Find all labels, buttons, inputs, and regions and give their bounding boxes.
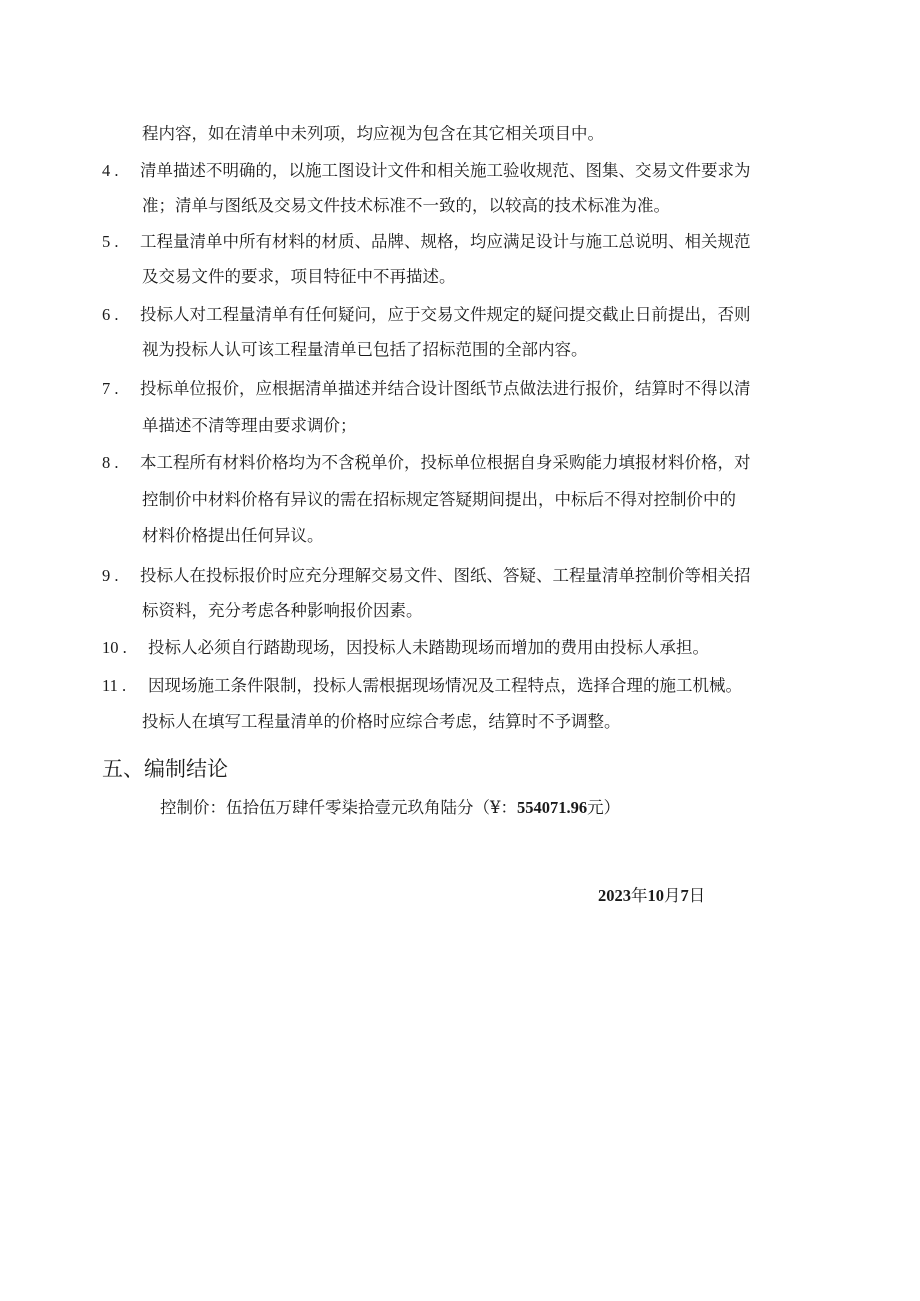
paragraph-line: 工程量清单中所有材料的材质、品牌、规格，均应满足设计与施工总说明、相关规范 [140,232,751,251]
date-year-unit: 年 [631,886,648,905]
item-number: 9 . [102,566,119,585]
date-month: 10 [647,886,664,905]
date-year: 2023 [598,886,631,905]
paragraph-line: 本工程所有材料价格均为不含税单价，投标单位根据自身采购能力填报材料价格，对 [140,453,751,472]
paragraph-line: 材料价格提出任何异议。 [142,526,324,545]
paragraph-line: 及交易文件的要求，项目特征中不再描述。 [142,267,456,286]
paragraph-line: 清单描述不明确的，以施工图设计文件和相关施工验收规范、图集、交易文件要求为 [140,161,751,180]
item-number: 8 . [102,453,119,472]
paragraph-line: 准；清单与图纸及交易文件技术标准不一致的，以较高的技术标准为准。 [142,196,670,215]
date-day: 7 [680,886,689,905]
paragraph-line: 因现场施工条件限制，投标人需根据现场情况及工程特点，选择合理的施工机械。 [148,676,742,695]
paragraph-line: 标资料，充分考虑各种影响报价因素。 [142,601,423,620]
item-number: 10 . [102,638,127,657]
item-number: 11 . [102,676,127,695]
control-price-text: 控制价：伍拾伍万肆仟零柒拾壹元玖角陆分（¥： [160,798,517,817]
paragraph-line: 投标人必须自行踏勘现场，因投标人未踏勘现场而增加的费用由投标人承担。 [148,638,709,657]
item-number: 6 . [102,305,119,324]
paragraph-line: 控制价中材料价格有异议的需在招标规定答疑期间提出，中标后不得对控制价中的 [142,490,736,509]
paragraph-line: 视为投标人认可该工程量清单已包括了招标范围的全部内容。 [142,340,588,359]
item-number: 5 . [102,232,119,251]
paragraph-line: 程内容，如在清单中未列项，均应视为包含在其它相关项目中。 [142,124,604,143]
paragraph-line: 投标人在填写工程量清单的价格时应综合考虑，结算时不予调整。 [142,712,621,731]
section-heading: 五、编制结论 [102,757,228,781]
paragraph-line: 投标人对工程量清单有任何疑问，应于交易文件规定的疑问提交截止日前提出，否则 [140,305,751,324]
paragraph-line: 投标单位报价，应根据清单描述并结合设计图纸节点做法进行报价，结算时不得以清 [140,379,751,398]
paragraph-line: 单描述不清等理由要求调价； [142,416,357,435]
item-number: 7 . [102,379,119,398]
date-month-unit: 月 [664,886,681,905]
control-price-amount: 554071.96 [517,798,588,817]
date-day-unit: 日 [688,886,706,905]
paragraph-line: 投标人在投标报价时应充分理解交易文件、图纸、答疑、工程量清单控制价等相关招 [140,566,751,585]
control-price-suffix: 元） [587,798,621,817]
item-number: 4 . [102,161,119,180]
document-date [598,886,705,906]
control-price-line [160,798,620,818]
